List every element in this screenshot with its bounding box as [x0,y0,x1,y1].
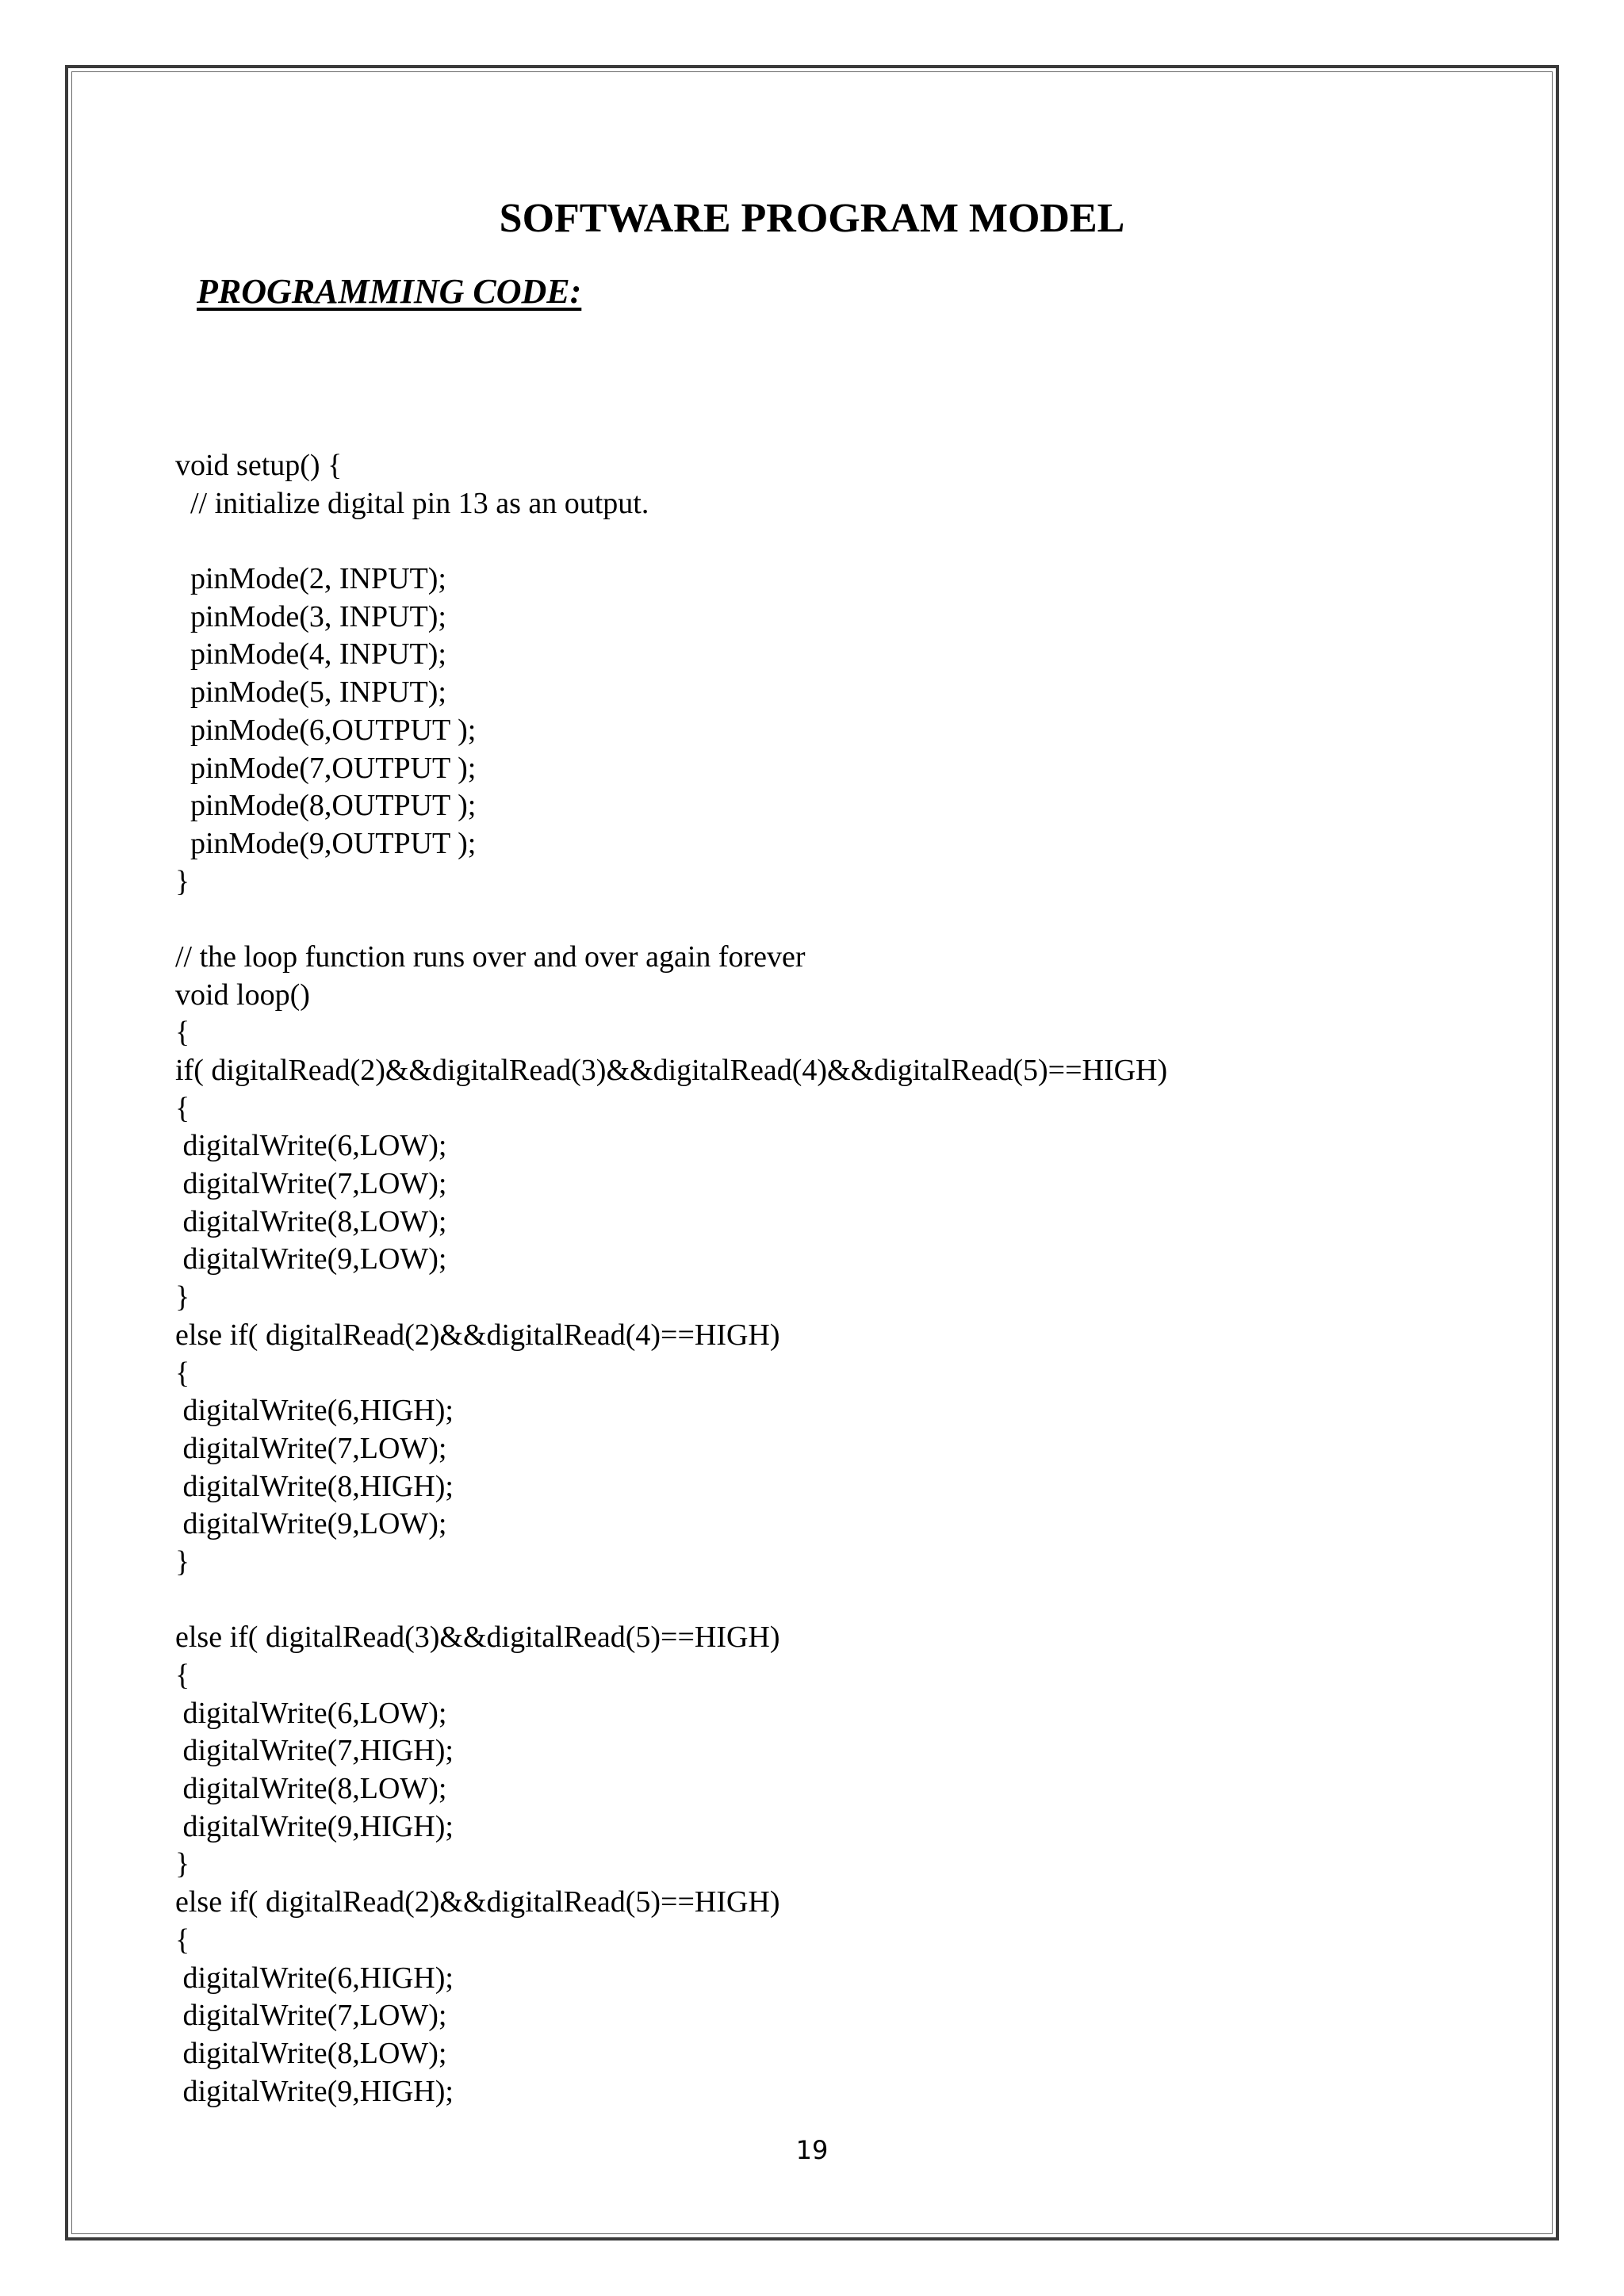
code-line: void loop() [175,978,310,1012]
code-line: pinMode(3, INPUT); [175,599,446,633]
code-line: digitalWrite(6,HIGH); [175,1394,454,1428]
code-line: { [175,1016,190,1050]
code-line: digitalWrite(9,HIGH); [175,2074,454,2108]
code-line: digitalWrite(8,LOW); [175,1772,447,1806]
code-line: digitalWrite(9,LOW); [175,1507,447,1541]
code-line: { [175,1356,190,1390]
code-line: { [175,1091,190,1125]
page-number: 19 [795,2135,829,2165]
code-line: pinMode(4, INPUT); [175,637,446,672]
code-line [175,901,1539,939]
code-line: pinMode(2, INPUT); [175,562,446,596]
page-title: SOFTWARE PROGRAM MODEL [499,196,1125,241]
code-line: else if( digitalRead(2)&&digitalRead(4)==HIGH) [175,1318,780,1352]
code-line: } [175,1544,190,1578]
code-line: pinMode(7,OUTPUT ); [175,751,477,785]
section-heading: PROGRAMMING CODE: [197,272,582,311]
code-line: digitalWrite(8,LOW); [175,2036,447,2070]
code-line: digitalWrite(7,HIGH); [175,1734,454,1768]
code-line: digitalWrite(6,LOW); [175,1696,447,1730]
code-line: digitalWrite(8,LOW); [175,1204,447,1238]
code-line: pinMode(5, INPUT); [175,675,446,710]
code-line: else if( digitalRead(3)&&digitalRead(5)==HIGH) [175,1621,780,1655]
code-line: { [175,1923,190,1957]
code-line: digitalWrite(7,LOW); [175,1431,447,1465]
code-line: if( digitalRead(2)&&digitalRead(3)&&digitalRead(4)&&digitalRead(5)==HIGH) [175,1054,1168,1087]
code-line: } [175,1280,190,1314]
code-line: { [175,1659,190,1692]
code-line [175,522,1539,561]
code-block [175,447,1539,2110]
code-line [175,1582,1539,1620]
code-line: digitalWrite(6,HIGH); [175,1961,454,1995]
code-line: pinMode(6,OUTPUT ); [175,713,477,747]
code-line: digitalWrite(7,LOW); [175,1999,447,2033]
code-line: digitalWrite(6,LOW); [175,1129,447,1163]
code-line: digitalWrite(9,LOW); [175,1242,447,1276]
code-line: } [175,864,190,898]
code-line: // the loop function runs over and over again forever [175,939,806,974]
code-line: digitalWrite(8,HIGH); [175,1469,454,1503]
code-line: digitalWrite(9,HIGH); [175,1809,454,1843]
code-line: pinMode(9,OUTPUT ); [175,826,477,860]
code-line: // initialize digital pin 13 as an output. [175,486,649,520]
code-line: } [175,1847,190,1881]
code-line: digitalWrite(7,LOW); [175,1167,447,1201]
code-line: else if( digitalRead(2)&&digitalRead(5)==HIGH) [175,1885,780,1919]
code-line: void setup() { [175,449,343,482]
code-line: pinMode(8,OUTPUT ); [175,789,477,823]
